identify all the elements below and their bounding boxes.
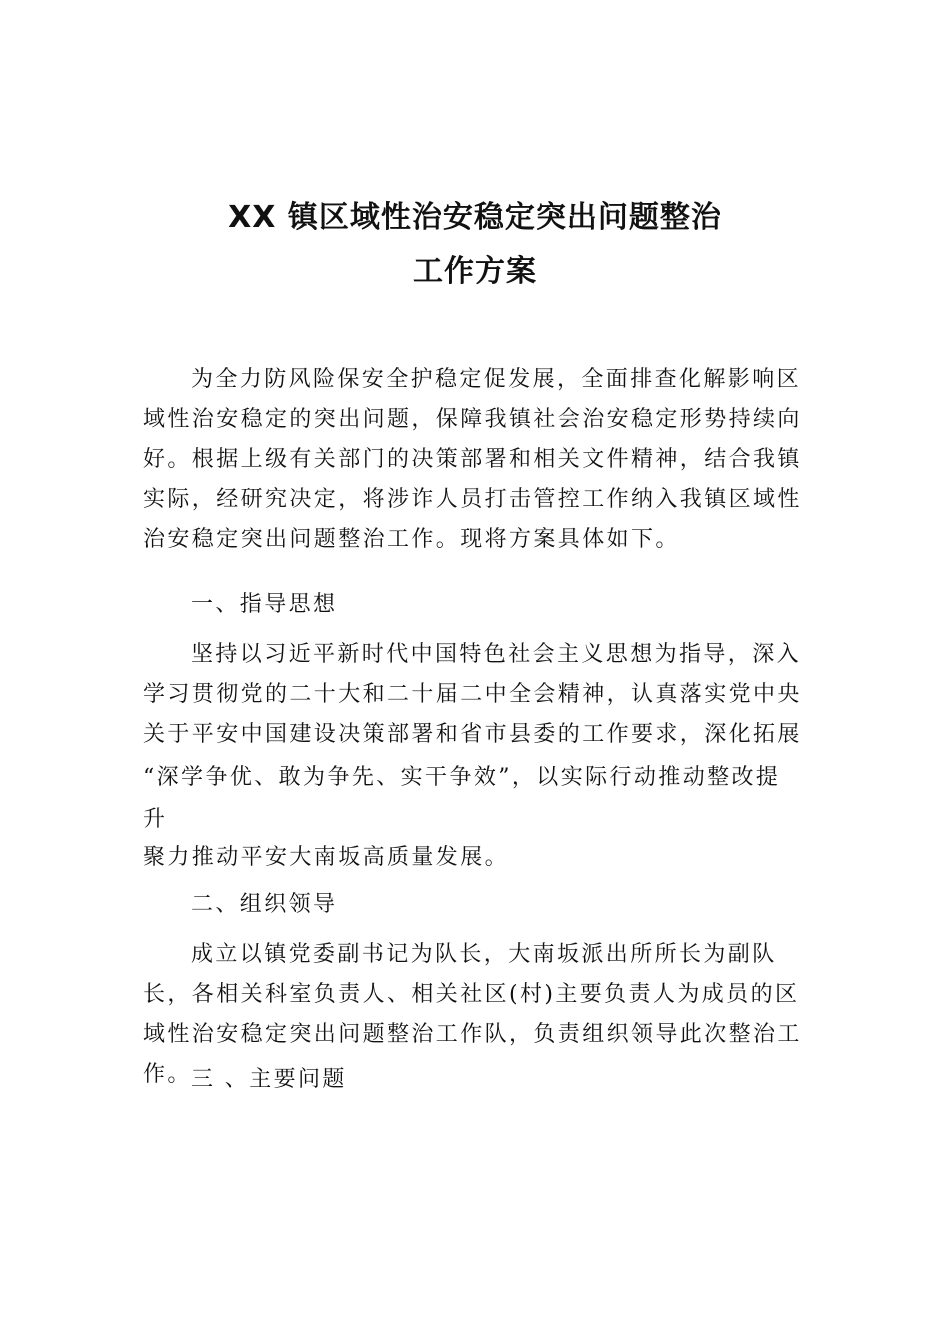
section-1-line-4: “深学争优、敢为争先、实干争效”，以实际行动推动整改提	[143, 765, 781, 790]
document-title-line-2: 工作方案	[413, 254, 537, 289]
section-1-line-6: 聚力推动平安大南坂高质量发展。	[143, 845, 510, 870]
section-1-line-5: 升	[143, 807, 168, 832]
section-1-paragraph: 坚持以习近平新时代中国特色社会主义思想为指导，深入学习贯彻党的二十大和二十届二中全会精神，认真落实党中央关于平安中国建设决策部署和省市县委的工作要求，深化拓展	[143, 642, 802, 747]
section-1-heading: 一、指导思想	[191, 592, 338, 617]
document-title-line-1: XX 镇区域性治安稳定突出问题整治	[228, 200, 722, 235]
section-3-heading: 三 、主要问题	[191, 1067, 347, 1092]
section-2-heading: 二、组织领导	[191, 892, 338, 917]
section-2-paragraph: 成立以镇党委副书记为队长，大南坂派出所所长为副队长，各相关科室负责人、相关社区(村)主要负责人为成员的区域性治安稳定突出问题整治工作队，负责组织领导此次整治工作。	[143, 942, 802, 1087]
intro-paragraph: 为全力防风险保安全护稳定促发展，全面排查化解影响区域性治安稳定的突出问题，保障我镇社会治安稳定形势持续向好。根据上级有关部门的决策部署和相关文件精神，结合我镇实际，经研究决定，将涉诈人员打击管控工作纳入我镇区域性治安稳定突出问题整治工作。现将方案具体如下。	[143, 367, 802, 552]
